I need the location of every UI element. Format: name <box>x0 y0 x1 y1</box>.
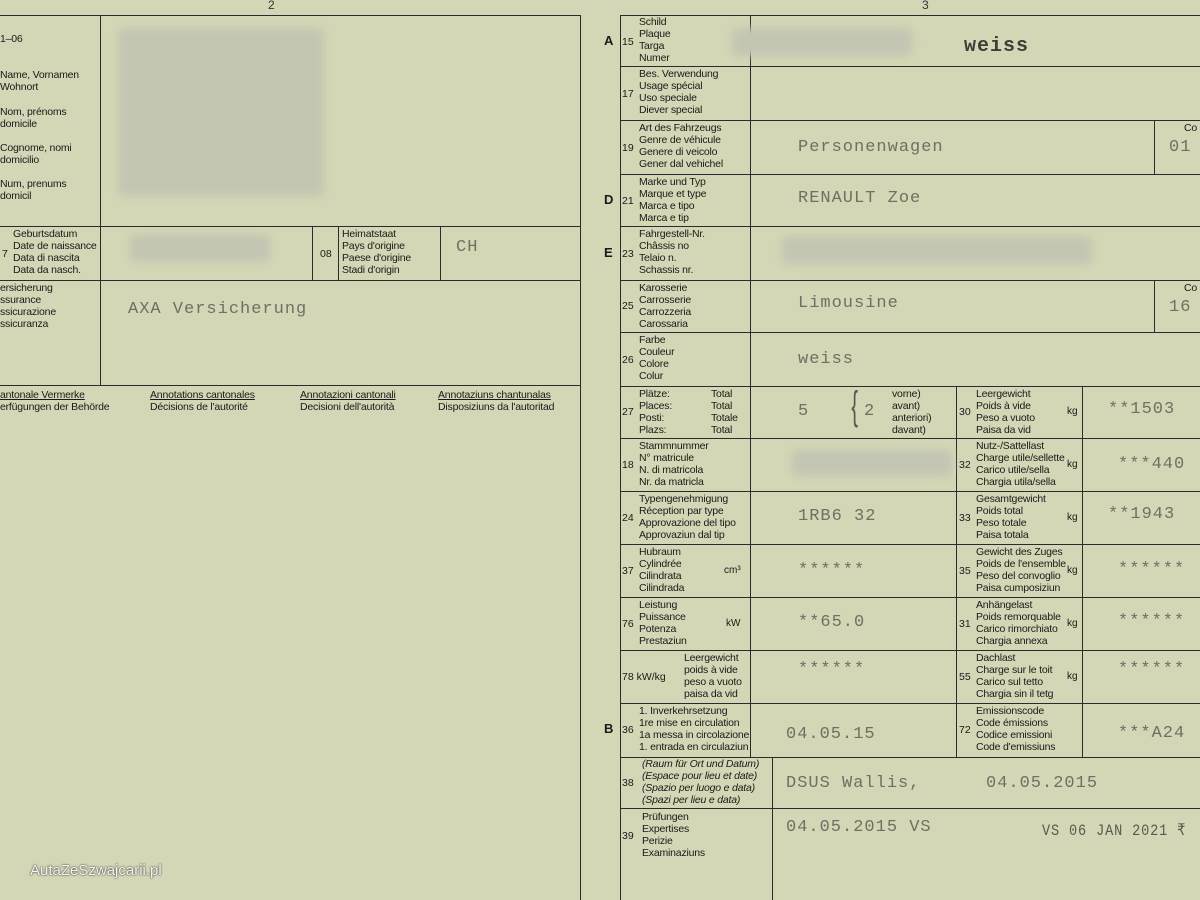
label-line: Leistung <box>639 599 678 611</box>
label-line: Paisa da vid <box>976 424 1031 436</box>
label-line: 1. Inverkehrsetzung <box>639 705 728 717</box>
label-line: Gesamtgewicht <box>976 493 1046 505</box>
label-line: Num, prenums <box>0 178 67 190</box>
label-line: Telaio n. <box>639 252 677 264</box>
label-line: vorne) <box>892 388 921 400</box>
label-line: Heimatstaat <box>342 228 396 240</box>
label-line: Plazs: <box>639 424 667 436</box>
label-line: Numer <box>639 52 670 64</box>
field-number: 35 <box>959 565 971 577</box>
label-line: Wohnort <box>0 81 39 93</box>
field-number: 21 <box>622 195 634 207</box>
label-line: Genere di veicolo <box>639 146 718 158</box>
label-line: Carrosserie <box>639 294 692 306</box>
label-line: Schild <box>639 16 667 28</box>
field-number: 18 <box>622 459 634 471</box>
label-line: Nr. da matricla <box>639 476 704 488</box>
label-line: Farbe <box>639 334 666 346</box>
label-line: Potenza <box>639 623 677 635</box>
label-line: Gewicht des Zuges <box>976 546 1063 558</box>
field-number: 17 <box>622 88 634 100</box>
left-page <box>0 0 592 900</box>
label-line: Marca e tipo <box>639 200 695 212</box>
redacted-name-block <box>118 28 324 196</box>
label-line: Diever special <box>639 104 703 116</box>
label-line: Typengenehmigung <box>639 493 729 505</box>
code-label: Co <box>1184 122 1198 134</box>
total-weight-value: **1943 <box>1108 505 1176 524</box>
label-line: Total <box>711 424 733 436</box>
label-line: domicile <box>0 118 37 130</box>
unit-label: kg <box>1067 671 1078 682</box>
label-line: Bes. Verwendung <box>639 68 719 80</box>
payload-value: ***440 <box>1118 455 1186 474</box>
label-line: (Espace pour lieu et date) <box>642 770 758 782</box>
label-line: Prestaziun <box>639 635 687 647</box>
field-number: 39 <box>622 830 634 842</box>
section-letter: A <box>604 33 614 48</box>
section-letter: B <box>604 721 614 736</box>
unit-label: kg <box>1067 459 1078 470</box>
label-line: Codice emissioni <box>976 729 1053 741</box>
label-line: Gener dal vehichel <box>639 158 723 170</box>
redacted-matricule <box>792 450 952 476</box>
label-line: Cognome, nomi <box>0 142 72 154</box>
label-line: Name, Vornamen <box>0 69 79 81</box>
displacement-value: ****** <box>798 561 866 580</box>
watermark-text: AutaZeSzwajcarii.pl <box>30 862 162 879</box>
label-line: Approvaziun dal tip <box>639 529 725 541</box>
label-line: N. di matricola <box>639 464 704 476</box>
annotation-subheading: Decisioni dell'autorità <box>300 401 395 413</box>
label-line: Carico rimorchiato <box>976 623 1058 635</box>
label-line: Couleur <box>639 346 675 358</box>
vehicle-type-code: 01 <box>1169 138 1192 157</box>
label-line: ersicherung <box>0 282 53 294</box>
field-number: 55 <box>959 671 971 683</box>
redacted-birthdate <box>130 234 270 262</box>
label-line: Total <box>711 400 733 412</box>
annotation-heading: antonale Vermerke <box>0 389 85 401</box>
plate-color-value: weiss <box>964 35 1030 58</box>
issue-date-value: 04.05.2015 <box>986 774 1099 793</box>
label-line: Stammnummer <box>639 440 709 452</box>
unit-label: cm³ <box>724 565 741 576</box>
label-line: Chargia sin il tetg <box>976 688 1054 700</box>
label-line: Approvazione del tipo <box>639 517 736 529</box>
label-line: Uso speciale <box>639 92 697 104</box>
seats-front-value: 2 <box>864 402 876 421</box>
inspection-stamp: VS 06 JAN 2021 ₹ <box>1042 822 1187 840</box>
inspection-value: 04.05.2015 VS <box>786 818 932 837</box>
label-line: Carrozzeria <box>639 306 692 318</box>
label-line: paisa da vid <box>684 688 738 700</box>
label-line: Leergewicht <box>684 652 739 664</box>
field-number: 19 <box>622 142 634 154</box>
label-line: Examinaziuns <box>642 847 705 859</box>
roof-load-value: ****** <box>1118 660 1186 679</box>
unit-label: kW <box>726 618 741 629</box>
row-number-label: 1–06 <box>0 33 23 45</box>
label-line: Emissionscode <box>976 705 1045 717</box>
field-number: 23 <box>622 248 634 260</box>
field-number: 25 <box>622 300 634 312</box>
label-line: ssurance <box>0 294 42 306</box>
label-line: Perizie <box>642 835 673 847</box>
label-line: Marca e tip <box>639 212 689 224</box>
brace-glyph: { <box>851 384 859 428</box>
field-number: 30 <box>959 406 971 418</box>
field-number: 78 kW/kg <box>622 671 666 683</box>
label-line: Cylindrée <box>639 558 682 570</box>
label-line: 1. entrada en circulaziun <box>639 741 749 753</box>
label-line: poids à vide <box>684 664 738 676</box>
label-line: Marke und Typ <box>639 176 706 188</box>
label-line: Usage spécial <box>639 80 703 92</box>
field-number: 38 <box>622 777 634 789</box>
label-line: Réception par type <box>639 505 724 517</box>
make-model-value: RENAULT Zoe <box>798 189 922 208</box>
right-page <box>592 0 1200 900</box>
redacted-chassis-number <box>782 236 1092 264</box>
page-number: 3 <box>922 0 929 12</box>
label-line: ssicuranza <box>0 318 49 330</box>
label-line: N° matricule <box>639 452 694 464</box>
label-line: Châssis no <box>639 240 689 252</box>
label-line: Carico utile/sella <box>976 464 1050 476</box>
label-line: ssicurazione <box>0 306 56 318</box>
annotation-subheading: erfügungen der Behörde <box>0 401 110 413</box>
label-line: Pays d'origine <box>342 240 405 252</box>
label-line: Art des Fahrzeugs <box>639 122 722 134</box>
label-line: Leergewicht <box>976 388 1031 400</box>
type-approval-value: 1RB6 32 <box>798 507 877 526</box>
power-value: **65.0 <box>798 613 866 632</box>
label-line: Charge utile/sellette <box>976 452 1065 464</box>
empty-weight-value: **1503 <box>1108 400 1176 419</box>
vehicle-type-value: Personenwagen <box>798 138 944 157</box>
annotation-subheading: Disposiziuns da l'autoritad <box>438 401 555 413</box>
label-line: Paese d'origine <box>342 252 412 264</box>
label-line: Peso del convoglio <box>976 570 1061 582</box>
insurance-value: AXA Versicherung <box>128 300 308 319</box>
train-weight-value: ****** <box>1118 560 1186 579</box>
label-line: Total <box>711 388 733 400</box>
section-letter: E <box>604 245 613 260</box>
unit-label: kg <box>1067 406 1078 417</box>
power-weight-value: ****** <box>798 660 866 679</box>
label-line: Charge sur le toit <box>976 664 1053 676</box>
label-line: davant) <box>892 424 926 436</box>
annotation-heading: Annotaziuns chantunalas <box>438 389 551 401</box>
label-line: Carico sul tetto <box>976 676 1043 688</box>
label-line: Places: <box>639 400 673 412</box>
unit-label: kg <box>1067 512 1078 523</box>
label-line: Geburtsdatum <box>13 228 78 240</box>
unit-label: kg <box>1067 618 1078 629</box>
label-line: Peso totale <box>976 517 1027 529</box>
field-number: 27 <box>622 406 634 418</box>
label-line: Schassis nr. <box>639 264 694 276</box>
field-number: 24 <box>622 512 634 524</box>
label-line: Chargia utila/sella <box>976 476 1056 488</box>
field-number: 37 <box>622 565 634 577</box>
body-type-value: Limousine <box>798 294 899 313</box>
label-line: Marque et type <box>639 188 707 200</box>
label-line: Fahrgestell-Nr. <box>639 228 705 240</box>
field-number: 76 <box>622 618 634 630</box>
field-number: 32 <box>959 459 971 471</box>
label-line: Posti: <box>639 412 665 424</box>
label-line: 1a messa in circolazione <box>639 729 750 741</box>
label-line: (Spazi per lieu e data) <box>642 794 741 806</box>
section-letter: D <box>604 192 614 207</box>
seats-total-value: 5 <box>798 402 810 421</box>
label-line: Anhängelast <box>976 599 1033 611</box>
label-line: Poids remorquable <box>976 611 1061 623</box>
label-line: Poids de l'ensemble <box>976 558 1066 570</box>
label-line: Nom, prénoms <box>0 106 67 118</box>
field-number: 36 <box>622 724 634 736</box>
label-line: Peso a vuoto <box>976 412 1035 424</box>
unit-label: kg <box>1067 565 1078 576</box>
label-line: Carossaria <box>639 318 688 330</box>
field-number: 33 <box>959 512 971 524</box>
label-line: Dachlast <box>976 652 1016 664</box>
label-line: Poids total <box>976 505 1023 517</box>
field-number: 15 <box>622 36 634 48</box>
field-number: 08 <box>320 248 332 260</box>
label-line: domicil <box>0 190 32 202</box>
field-number: 7 <box>2 248 8 260</box>
label-line: Totale <box>711 412 738 424</box>
label-line: Paisa totala <box>976 529 1029 541</box>
annotation-heading: Annotazioni cantonali <box>300 389 396 401</box>
label-line: anteriori) <box>892 412 932 424</box>
page-number: 2 <box>268 0 275 12</box>
label-line: domicilio <box>0 154 40 166</box>
label-line: Cilindrata <box>639 570 682 582</box>
label-line: (Spazio per luogo e data) <box>642 782 755 794</box>
label-line: Expertises <box>642 823 690 835</box>
label-line: Stadi d'origin <box>342 264 400 276</box>
label-line: Chargia annexa <box>976 635 1048 647</box>
label-line: Genre de véhicule <box>639 134 721 146</box>
label-line: avant) <box>892 400 920 412</box>
label-line: Plätze: <box>639 388 670 400</box>
label-line: Data da nasch. <box>13 264 81 276</box>
label-line: Code d'emissiuns <box>976 741 1056 753</box>
code-label: Co <box>1184 282 1198 294</box>
emission-code-value: ***A24 <box>1118 724 1186 743</box>
body-type-code: 16 <box>1169 298 1192 317</box>
label-line: Puissance <box>639 611 686 623</box>
label-line: Poids à vide <box>976 400 1031 412</box>
label-line: Paisa cumposiziun <box>976 582 1061 594</box>
label-line: Date de naissance <box>13 240 97 252</box>
label-line: Colur <box>639 370 664 382</box>
label-line: Plaque <box>639 28 671 40</box>
label-line: Karosserie <box>639 282 688 294</box>
home-country-value: CH <box>456 238 479 257</box>
label-line: Targa <box>639 40 665 52</box>
label-line: Prüfungen <box>642 811 689 823</box>
label-line: Cilindrada <box>639 582 685 594</box>
label-line: (Raum für Ort und Datum) <box>642 758 760 770</box>
field-number: 31 <box>959 618 971 630</box>
label-line: Nutz-/Sattellast <box>976 440 1044 452</box>
trailer-load-value: ****** <box>1118 612 1186 631</box>
field-number: 72 <box>959 724 971 736</box>
issue-place-value: DSUS Wallis, <box>786 774 921 793</box>
first-registration-value: 04.05.15 <box>786 725 876 744</box>
label-line: Colore <box>639 358 669 370</box>
label-line: Code émissions <box>976 717 1048 729</box>
redacted-plate <box>732 28 912 56</box>
label-line: Hubraum <box>639 546 681 558</box>
annotation-subheading: Décisions de l'autorité <box>150 401 248 413</box>
label-line: Data di nascita <box>13 252 80 264</box>
color-value: weiss <box>798 350 855 369</box>
annotation-heading: Annotations cantonales <box>150 389 255 401</box>
label-line: 1re mise en circulation <box>639 717 740 729</box>
field-number: 26 <box>622 354 634 366</box>
label-line: peso a vuoto <box>684 676 742 688</box>
